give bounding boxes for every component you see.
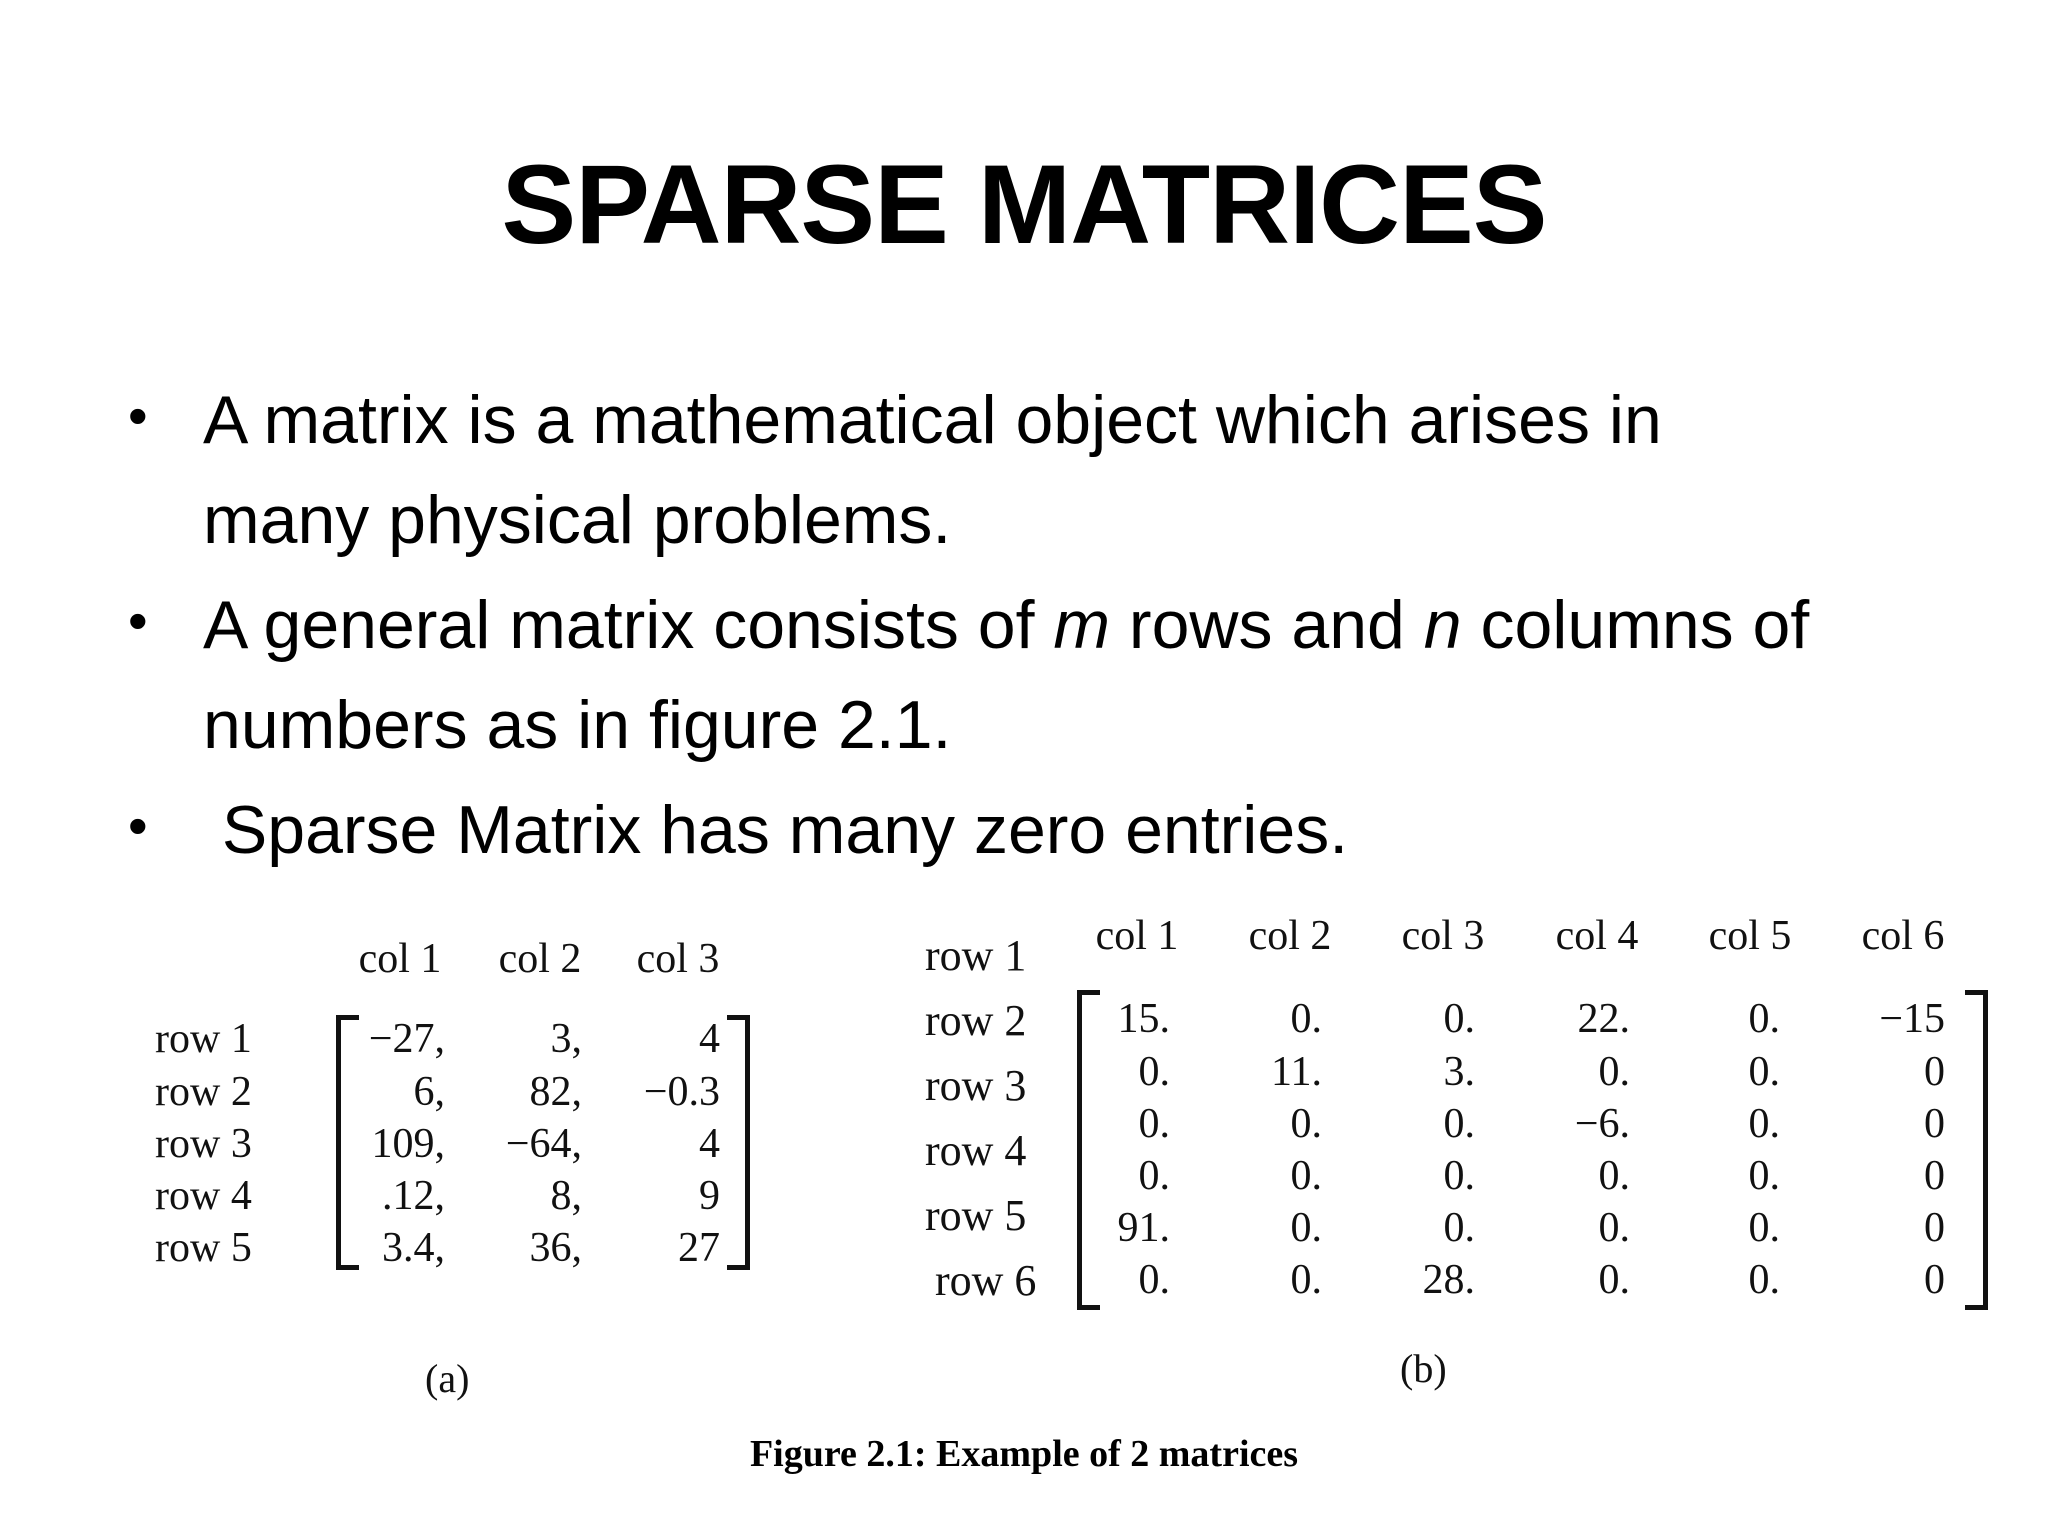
matrix-cell: 0. xyxy=(1290,1257,1322,1303)
matrix-cell: 0. xyxy=(1598,1205,1630,1251)
column-header: col 3 xyxy=(1401,913,1485,959)
bullet-text-line: many physical problems. xyxy=(203,482,952,558)
matrix-cell: 0. xyxy=(1138,1257,1170,1303)
matrix-cell: .12, xyxy=(382,1173,445,1219)
left-bracket xyxy=(1077,990,1100,1310)
row-label: row 6 xyxy=(935,1256,1037,1305)
matrix-cell: 0 xyxy=(1924,1153,1945,1199)
matrix-cell: 0. xyxy=(1748,1101,1780,1147)
bullet-marker: • xyxy=(128,384,148,447)
matrix-cell: 109, xyxy=(371,1121,445,1167)
matrix-cell: −64, xyxy=(505,1121,582,1167)
matrix-cell: 0 xyxy=(1924,1049,1945,1095)
matrix-cell: 9 xyxy=(699,1173,720,1219)
matrix-cell: 0. xyxy=(1748,1257,1780,1303)
row-label: row 4 xyxy=(925,1126,1027,1175)
column-header: col 3 xyxy=(636,936,720,982)
matrix-cell: 36, xyxy=(529,1225,582,1271)
matrix-cell: 0 xyxy=(1924,1205,1945,1251)
matrix-cell: 0 xyxy=(1924,1101,1945,1147)
matrix-cell: 3. xyxy=(1443,1049,1475,1095)
bullet-text-line: Sparse Matrix has many zero entries. xyxy=(203,792,1349,868)
matrix-cell: 15. xyxy=(1117,996,1170,1042)
matrix-cell: 4 xyxy=(699,1121,720,1167)
bullet-marker: • xyxy=(128,794,148,857)
matrix-cell: −27, xyxy=(368,1016,445,1062)
column-header: col 2 xyxy=(498,936,582,982)
text-segment: A general matrix consists of xyxy=(203,587,1054,663)
matrix-cell: 0. xyxy=(1443,1101,1475,1147)
figure-caption: Figure 2.1: Example of 2 matrices xyxy=(749,1433,1299,1475)
matrix-cell: 0. xyxy=(1598,1257,1630,1303)
matrix-b-label: (b) xyxy=(1400,1346,1447,1391)
matrix-cell: 0. xyxy=(1443,1205,1475,1251)
row-label: row 1 xyxy=(925,931,1027,980)
slide-title: SPARSE MATRICES xyxy=(501,142,1547,267)
matrix-cell: 0. xyxy=(1443,1153,1475,1199)
matrix-cell: 91. xyxy=(1117,1205,1170,1251)
matrix-a-label: (a) xyxy=(425,1356,470,1401)
row-label: row 4 xyxy=(155,1173,252,1219)
row-label: row 5 xyxy=(925,1191,1027,1240)
matrix-cell: 0. xyxy=(1748,1153,1780,1199)
column-header: col 1 xyxy=(358,936,442,982)
row-label: row 3 xyxy=(155,1121,252,1167)
row-label: row 2 xyxy=(155,1069,252,1115)
matrix-cell: 4 xyxy=(699,1016,720,1062)
matrix-cell: 11. xyxy=(1271,1049,1322,1095)
matrix-cell: 0. xyxy=(1748,1049,1780,1095)
matrix-cell: 0. xyxy=(1138,1049,1170,1095)
row-label: row 1 xyxy=(155,1016,252,1062)
text-segment: columns of xyxy=(1461,587,1810,663)
matrix-cell: −15 xyxy=(1879,996,1945,1042)
matrix-cell: 27 xyxy=(678,1225,720,1271)
matrix-cell: 0. xyxy=(1138,1153,1170,1199)
italic-n: n xyxy=(1423,587,1462,663)
row-label: row 5 xyxy=(155,1225,252,1271)
column-header: col 2 xyxy=(1248,913,1332,959)
matrix-cell: 6, xyxy=(413,1069,445,1115)
italic-m: m xyxy=(1053,587,1111,663)
column-header: col 5 xyxy=(1708,913,1792,959)
row-label: row 2 xyxy=(925,996,1027,1045)
matrix-cell: 0. xyxy=(1748,996,1780,1042)
matrix-cell: 82, xyxy=(529,1069,582,1115)
matrix-cell: 3, xyxy=(550,1016,582,1062)
column-header: col 6 xyxy=(1861,913,1945,959)
matrix-cell: 0. xyxy=(1290,1101,1322,1147)
bullet-marker: • xyxy=(128,589,148,652)
column-header: col 4 xyxy=(1555,913,1639,959)
matrix-cell: 0. xyxy=(1598,1153,1630,1199)
matrix-cell: −6. xyxy=(1574,1101,1630,1147)
text-segment: rows and xyxy=(1110,587,1424,663)
matrix-cell: 0. xyxy=(1290,1153,1322,1199)
bullet-text-line: A matrix is a mathematical object which arises in xyxy=(203,382,1662,458)
matrix-cell: 0 xyxy=(1924,1257,1945,1303)
matrix-cell: 0. xyxy=(1138,1101,1170,1147)
matrix-cell: 22. xyxy=(1577,996,1630,1042)
matrix-cell: 3.4, xyxy=(382,1225,445,1271)
matrix-cell: 0. xyxy=(1443,996,1475,1042)
matrix-cell: 0. xyxy=(1290,1205,1322,1251)
bullet-text-line: numbers as in figure 2.1. xyxy=(203,687,952,763)
matrix-cell: 0. xyxy=(1748,1205,1780,1251)
matrix-cell: 0. xyxy=(1598,1049,1630,1095)
matrix-cell: −0.3 xyxy=(643,1069,720,1115)
column-header: col 1 xyxy=(1095,913,1179,959)
matrix-cell: 8, xyxy=(550,1173,582,1219)
matrix-cell: 0. xyxy=(1290,996,1322,1042)
matrix-cell: 28. xyxy=(1422,1257,1475,1303)
row-label: row 3 xyxy=(925,1061,1027,1110)
right-bracket xyxy=(1965,990,1988,1310)
